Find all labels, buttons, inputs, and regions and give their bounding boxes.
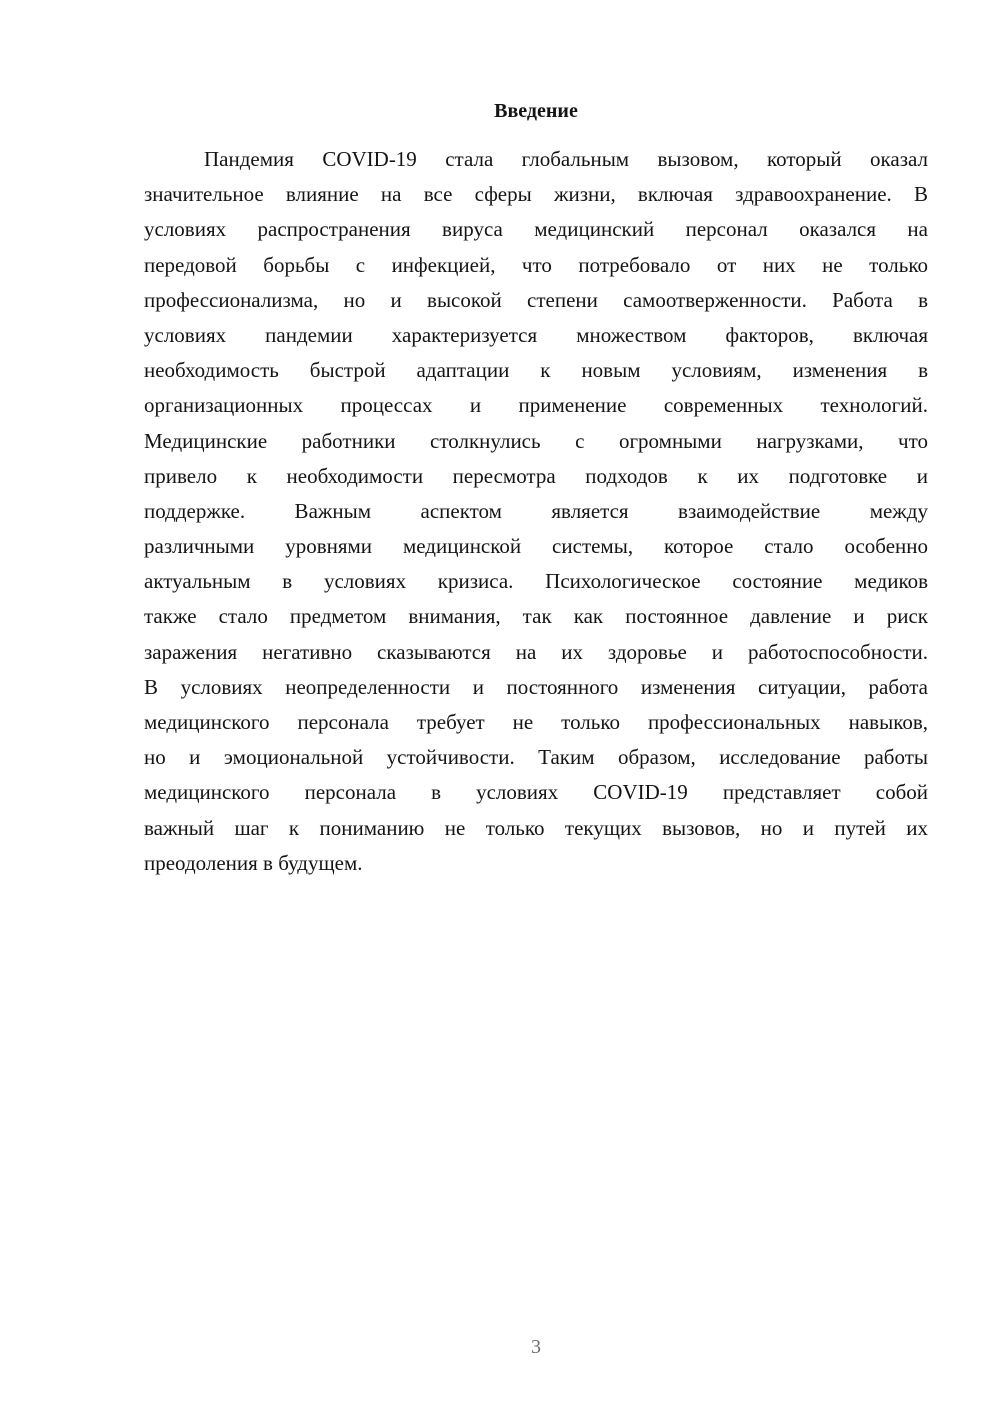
paragraph-line: также стало предметом внимания, так как постоянное давление и риск [144, 604, 928, 629]
paragraph-line: заражения негативно сказываются на их здоровье и работоспособности. [144, 639, 928, 664]
paragraph-line: преодоления в будущем. [144, 850, 363, 875]
page-number: 3 [531, 1336, 541, 1358]
paragraph-line: поддержке. Важным аспектом является взаимодействие между [144, 498, 928, 523]
paragraph-line: условиях распространения вируса медицинский персонал оказался на [144, 217, 928, 242]
paragraph-line: Медицинские работники столкнулись с огромными нагрузками, что [144, 428, 928, 453]
paragraph-line: организационных процессах и применение современных технологий. [144, 393, 928, 418]
paragraph-line: профессионализма, но и высокой степени самоотверженности. Работа в [144, 287, 928, 312]
introduction-paragraph [144, 142, 928, 881]
paragraph-line: передовой борьбы с инфекцией, что потребовало от них не только [144, 252, 928, 277]
section-heading: Введение [494, 100, 578, 122]
paragraph-line: актуальным в условиях кризиса. Психологическое состояние медиков [144, 569, 928, 594]
paragraph-line: необходимость быстрой адаптации к новым условиям, изменения в [144, 358, 928, 383]
paragraph-line: Пандемия COVID-19 стала глобальным вызовом, который оказал [204, 147, 928, 171]
paragraph-line: условиях пандемии характеризуется множеством факторов, включая [144, 322, 928, 347]
paragraph-line: важный шаг к пониманию не только текущих вызовов, но и путей их [144, 815, 928, 840]
paragraph-line: медицинского персонала требует не только профессиональных навыков, [144, 710, 928, 734]
paragraph-line: но и эмоциональной устойчивости. Таким образом, исследование работы [144, 745, 928, 770]
paragraph-line: В условиях неопределенности и постоянного изменения ситуации, работа [144, 674, 928, 699]
paragraph-line: привело к необходимости пересмотра подходов к их подготовке и [144, 463, 928, 488]
paragraph-line: значительное влияние на все сферы жизни, включая здравоохранение. В [144, 182, 928, 207]
paragraph-line: различными уровнями медицинской системы, которое стало особенно [144, 534, 928, 559]
paragraph-line: медицинского персонала в условиях COVID-19 представляет собой [144, 780, 928, 805]
